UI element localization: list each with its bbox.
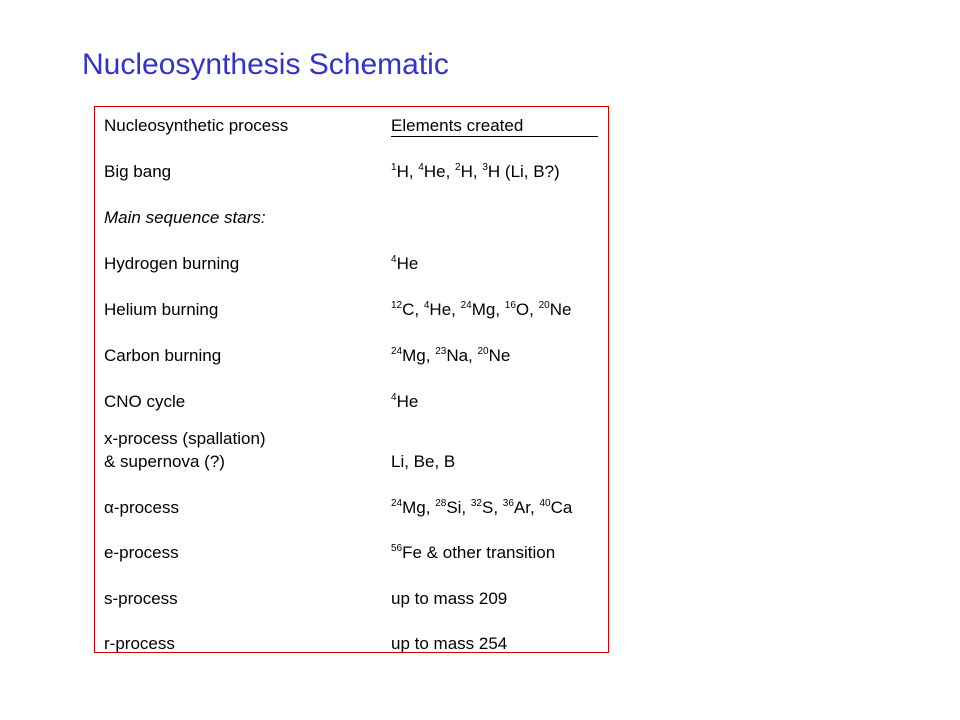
nucleosynthesis-table — [94, 106, 609, 653]
row-big-bang-process: Big bang — [104, 162, 172, 181]
row-cno-elements: $^4$He — [391, 392, 419, 411]
row-r-process-elements: up to mass 254 — [391, 634, 508, 653]
row-s-process-elements: up to mass 209 — [391, 589, 508, 608]
row-e-process-elements: $^{56}$Fe & other transition — [391, 543, 556, 562]
row-cno-process: CNO cycle — [104, 392, 186, 411]
row-helium-elements: $^{12}$C, $^4$He, $^{24}$Mg, $^{16}$O, $^{20}$Ne — [391, 300, 572, 319]
row-alpha-process: α-process — [104, 498, 180, 517]
main-sequence-heading: Main sequence stars: — [104, 208, 266, 227]
row-x-process-line1: x-process (spallation) — [104, 429, 266, 448]
row-r-process-process: r-process — [104, 634, 175, 653]
page-title: Nucleosynthesis Schematic — [82, 48, 449, 81]
row-carbon-process: Carbon burning — [104, 346, 222, 365]
row-hydrogen-process: Hydrogen burning — [104, 254, 240, 273]
row-x-process-line2: & supernova (?) — [104, 452, 225, 471]
row-s-process-process: s-process — [104, 589, 178, 608]
row-carbon-elements: $^{24}$Mg, $^{23}$Na, $^{20}$Ne — [391, 346, 511, 365]
header-elements: Elements created — [391, 116, 598, 137]
row-helium-process: Helium burning — [104, 300, 219, 319]
header-process: Nucleosynthetic process — [104, 116, 289, 135]
row-alpha-elements: $^{24}$Mg, $^{28}$Si, $^{32}$S, $^{36}$Ar, $^{40}$Ca — [391, 498, 573, 517]
row-big-bang-elements: $^1$H, $^4$He, $^2$H, $^3$H (Li, B?) — [391, 162, 560, 181]
row-e-process-process: e-process — [104, 543, 179, 562]
row-hydrogen-elements: $^4$He — [391, 254, 419, 273]
row-x-process-elements: Li, Be, B — [391, 452, 456, 471]
